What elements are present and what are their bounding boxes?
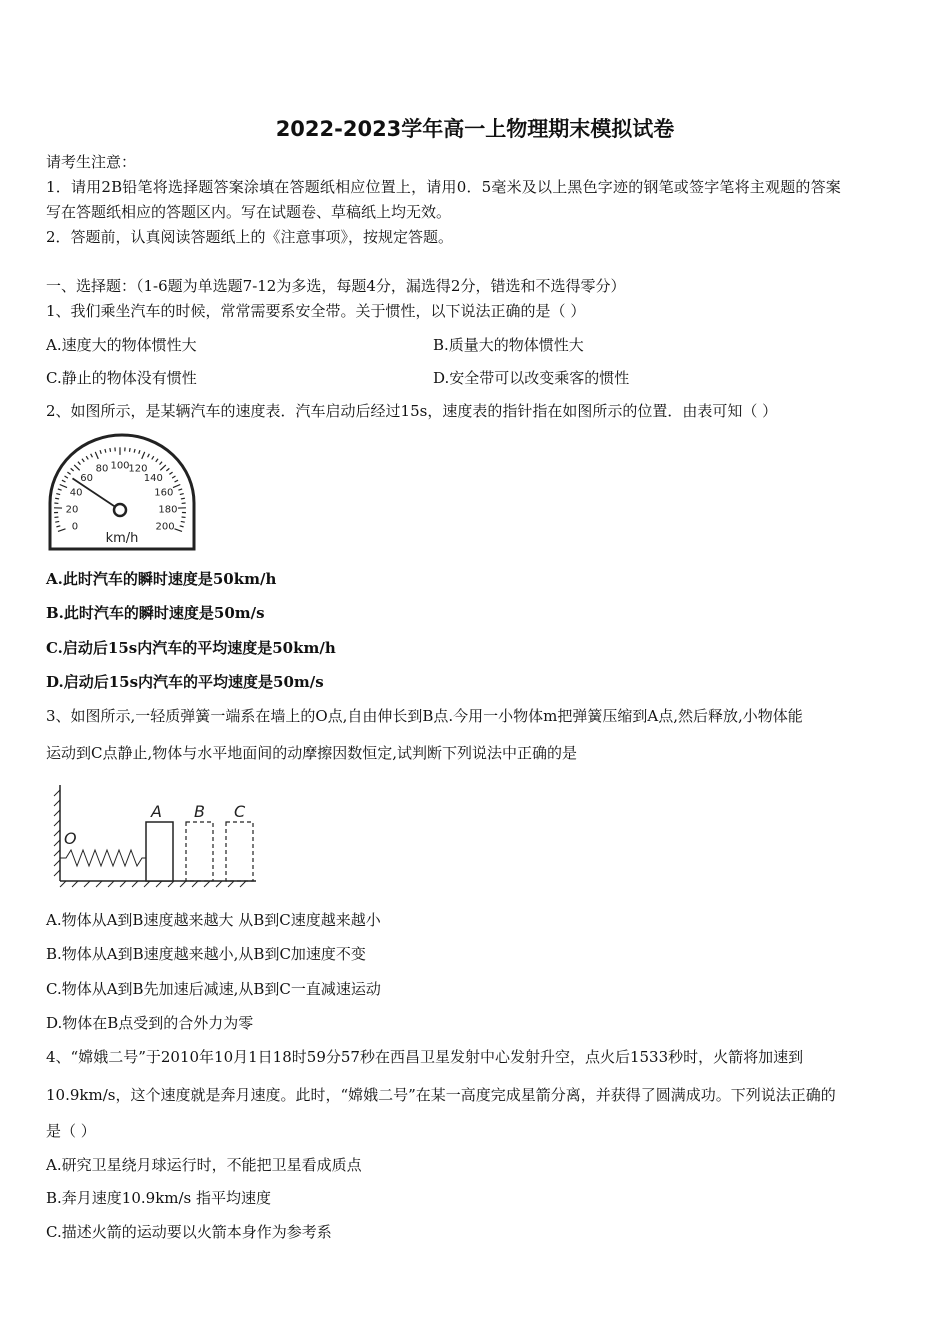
gauge-tick — [173, 484, 180, 487]
gauge-tick — [71, 468, 74, 471]
q2-option-c: C.启动后15s内汽车的平均速度是50km/h — [46, 639, 336, 657]
gauge-tick — [55, 498, 59, 499]
spring — [60, 850, 146, 866]
gauge-tick — [86, 456, 88, 459]
gauge-tick — [160, 465, 166, 470]
gauge-tick — [175, 529, 183, 532]
gauge-tick — [58, 489, 62, 490]
gauge-tick — [160, 462, 163, 465]
question-2-stem: 2、如图所示，是某辆汽车的速度表．汽车启动后经过15s，速度表的指针指在如图所示的位置．由表可知（ ） — [46, 402, 778, 420]
gauge-tick — [180, 526, 184, 527]
gauge-tick — [166, 468, 169, 471]
gauge-tick-label: 40 — [69, 487, 83, 499]
gauge-tick — [56, 494, 60, 495]
label-b: B — [194, 802, 205, 821]
q3-option-d: D.物体在B点受到的合外力为零 — [46, 1014, 254, 1032]
gauge-tick — [67, 472, 70, 474]
question-3-stem-cont: 运动到C点静止,物体与水平地面间的动摩擦因数恒定,试判断下列说法中正确的是 — [46, 744, 578, 762]
q1-option-a: A.速度大的物体惯性大 — [46, 336, 197, 354]
label-o: O — [64, 829, 77, 848]
gauge-tick — [142, 452, 145, 459]
gauge-tick — [129, 448, 130, 452]
notice-item: 写在答题纸相应的答题区内。写在试题卷、草稿纸上均无效。 — [46, 203, 452, 221]
q1-option-c: C.静止的物体没有惯性 — [46, 369, 197, 387]
gauge-tick — [74, 465, 80, 470]
gauge-tick-label: 20 — [65, 504, 79, 516]
page-title: 2022-2023学年高一上物理期末模拟试卷 — [275, 117, 675, 141]
q4-option-b: B.奔月速度10.9km/s 指平均速度 — [46, 1189, 272, 1207]
section-heading: 一、选择题：（1-6题为单选题7-12为多选，每题4分，漏选得2分，错选和不选得零分） — [46, 277, 626, 295]
notice-item: 2．答题前，认真阅读答题纸上的《注意事项》，按规定答题。 — [46, 228, 454, 246]
q4-option-a: A.研究卫星绕月球运行时，不能把卫星看成质点 — [46, 1156, 362, 1174]
gauge-tick-label: 60 — [80, 473, 94, 485]
label-c: C — [234, 802, 246, 821]
gauge-tick — [78, 462, 81, 465]
block-b-dashed — [186, 822, 213, 881]
gauge-tick-label: 120 — [128, 463, 148, 475]
label-a: A — [151, 802, 162, 821]
gauge-tick — [152, 456, 154, 459]
question-3-stem: 3、如图所示,一轻质弹簧一端系在墙上的O点,自由伸长到B点.今用一小物体m把弹簧压缩到A点,然后释放,小物体能 — [46, 707, 803, 725]
q1-option-d: D.安全带可以改变乘客的惯性 — [433, 369, 630, 387]
block-a — [146, 822, 173, 881]
gauge-tick-label: 0 — [71, 521, 79, 533]
gauge-tick — [180, 494, 184, 495]
spring-block-figure — [50, 780, 260, 890]
q3-option-b: B.物体从A到B速度越来越小,从B到C加速度不变 — [46, 945, 366, 963]
gauge-tick-label: 160 — [154, 487, 174, 499]
gauge-tick-label: 80 — [95, 463, 109, 475]
gauge-tick — [60, 484, 67, 487]
gauge-tick — [91, 454, 93, 457]
gauge-tick — [134, 449, 135, 453]
block-c-dashed — [226, 822, 253, 881]
gauge-unit: km/h — [105, 531, 139, 546]
needle-pivot — [114, 504, 126, 516]
q2-option-d: D.启动后15s内汽车的平均速度是50m/s — [46, 673, 324, 691]
gauge-tick — [178, 489, 182, 490]
gauge-tick — [100, 450, 101, 454]
notice-item: 1．请用2B铅笔将选择题答案涂填在答题纸相应位置上，请用0．5毫米及以上黑色字迹的钢笔或签字笔将主观题的答案 — [46, 178, 842, 196]
q3-option-a: A.物体从A到B速度越来越大 从B到C速度越来越小 — [46, 911, 381, 929]
gauge-tick-label: 180 — [158, 504, 178, 516]
question-1-stem: 1、我们乘坐汽车的时候，常常需要系安全带。关于惯性，以下说法正确的是（ ） — [46, 302, 586, 320]
gauge-tick — [175, 480, 179, 482]
gauge-tick — [181, 521, 185, 522]
gauge-tick — [82, 459, 84, 462]
gauge-tick — [55, 521, 59, 522]
q1-option-b: B.质量大的物体惯性大 — [433, 336, 584, 354]
gauge-tick — [169, 472, 172, 474]
gauge-tick — [156, 459, 158, 462]
gauge-tick — [95, 452, 98, 459]
q2-option-b: B.此时汽车的瞬时速度是50m/s — [46, 604, 265, 622]
speedometer-figure — [44, 431, 200, 555]
gauge-tick — [62, 480, 66, 482]
gauge-tick-label: 100 — [110, 460, 130, 472]
question-4-stem-end: 是（ ） — [46, 1122, 96, 1140]
q2-option-a: A.此时汽车的瞬时速度是50km/h — [46, 570, 277, 588]
q3-option-c: C.物体从A到B先加速后减速,从B到C一直减速运动 — [46, 980, 381, 998]
gauge-tick — [56, 526, 60, 527]
gauge-tick — [58, 529, 66, 532]
question-4-stem: 4、“嫦娥二号”于2010年10月1日18时59分57秒在西昌卫星发射中心发射升空，点火后1533秒时，火箭将加速到 — [46, 1048, 804, 1066]
notice-heading: 请考生注意： — [46, 153, 137, 171]
gauge-tick — [105, 449, 106, 453]
gauge-tick — [110, 448, 111, 452]
gauge-tick — [65, 476, 68, 478]
gauge-tick-label: 140 — [143, 473, 163, 485]
gauge-tick-label: 200 — [155, 521, 175, 533]
gauge-tick — [181, 498, 185, 499]
gauge-tick — [172, 476, 175, 478]
gauge-tick — [148, 454, 150, 457]
question-4-stem-cont: 10.9km/s，这个速度就是奔月速度。此时，“嫦娥二号”在某一高度完成星箭分离，并获得了圆满成功。下列说法正确的 — [46, 1086, 836, 1104]
gauge-tick — [139, 450, 140, 454]
q4-option-c: C.描述火箭的运动要以火箭本身作为参考系 — [46, 1223, 332, 1241]
